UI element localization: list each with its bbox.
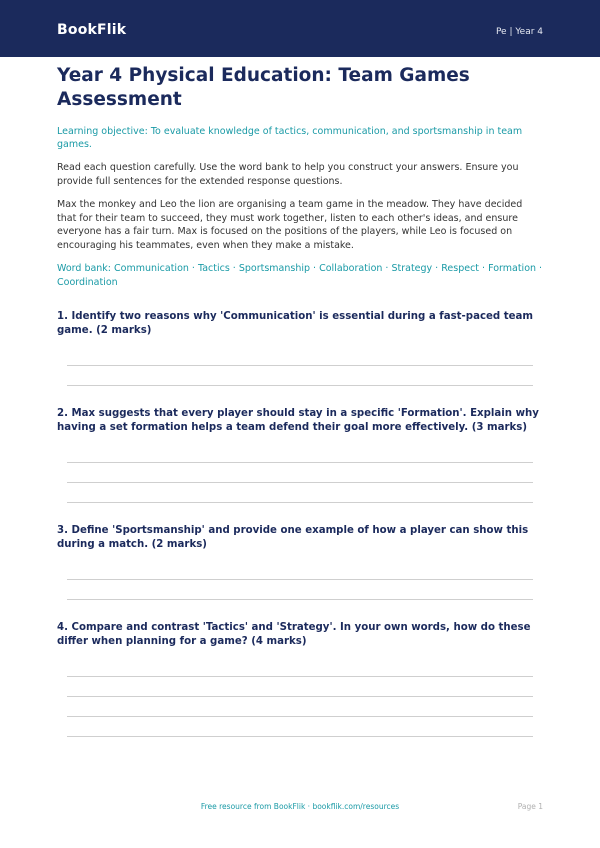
answer-line bbox=[67, 482, 533, 483]
answer-area[interactable] bbox=[67, 676, 533, 737]
question-text: 4. Compare and contrast 'Tactics' and 'Strategy'. In your own words, how do these differ when planning for a game? (4 marks) bbox=[57, 622, 531, 647]
answer-line bbox=[67, 462, 533, 463]
answer-area[interactable] bbox=[67, 365, 533, 386]
question-block bbox=[57, 407, 543, 503]
answer-area[interactable] bbox=[67, 579, 533, 600]
question-text: 2. Max suggests that every player should stay in a specific 'Formation'. Explain why having a set formation helps a team defend their goal more effectively. (3 marks) bbox=[57, 408, 539, 433]
page-title: Year 4 Physical Education: Team Games Assessment bbox=[57, 65, 470, 110]
page-footer bbox=[0, 801, 600, 815]
learning-objective: Learning objective: To evaluate knowledge of tactics, communication, and sportsmanship in team games. bbox=[57, 126, 523, 150]
question-text: 1. Identify two reasons why 'Communication' is essential during a fast-paced team game. (2 marks) bbox=[57, 311, 534, 336]
answer-line bbox=[67, 385, 533, 386]
page-header bbox=[0, 0, 600, 57]
header-subject-year: Pe | Year 4 bbox=[495, 27, 543, 37]
answer-line bbox=[67, 502, 533, 503]
page-number: Page 1 bbox=[517, 802, 543, 811]
footer-resource-link[interactable]: Free resource from BookFlik · bookflik.com/resources bbox=[200, 802, 400, 811]
answer-area[interactable] bbox=[67, 462, 533, 503]
question-block bbox=[57, 621, 543, 737]
answer-line bbox=[67, 716, 533, 717]
instructions: Read each question carefully. Use the word bank to help you construct your answers. Ensure you provide full sentences for the extended response questions. bbox=[57, 162, 519, 187]
answer-line bbox=[67, 736, 533, 737]
question-block bbox=[57, 524, 543, 600]
answer-line bbox=[67, 696, 533, 697]
question-text: 3. Define 'Sportsmanship' and provide one example of how a player can show this during a match. (2 marks) bbox=[57, 525, 529, 550]
scenario-text: Max the monkey and Leo the lion are organising a team game in the meadow. They have decided that for their team to succeed, they must work together, listen to each other's ideas, and ensure everyone has a fair turn. Max is focused on the positions of the players, while Leo is focused on encouraging his teammates, even when they make a mistake. bbox=[57, 199, 523, 251]
question-block bbox=[57, 310, 543, 386]
answer-line bbox=[67, 579, 533, 580]
answer-line bbox=[67, 599, 533, 600]
worksheet-content bbox=[57, 64, 543, 737]
answer-line bbox=[67, 365, 533, 366]
word-bank: Word bank: Communication · Tactics · Sportsmanship · Collaboration · Strategy · Respect · Formation · Coordination bbox=[57, 263, 543, 288]
brand-logo[interactable]: BookFlik bbox=[57, 22, 127, 38]
answer-line bbox=[67, 676, 533, 677]
